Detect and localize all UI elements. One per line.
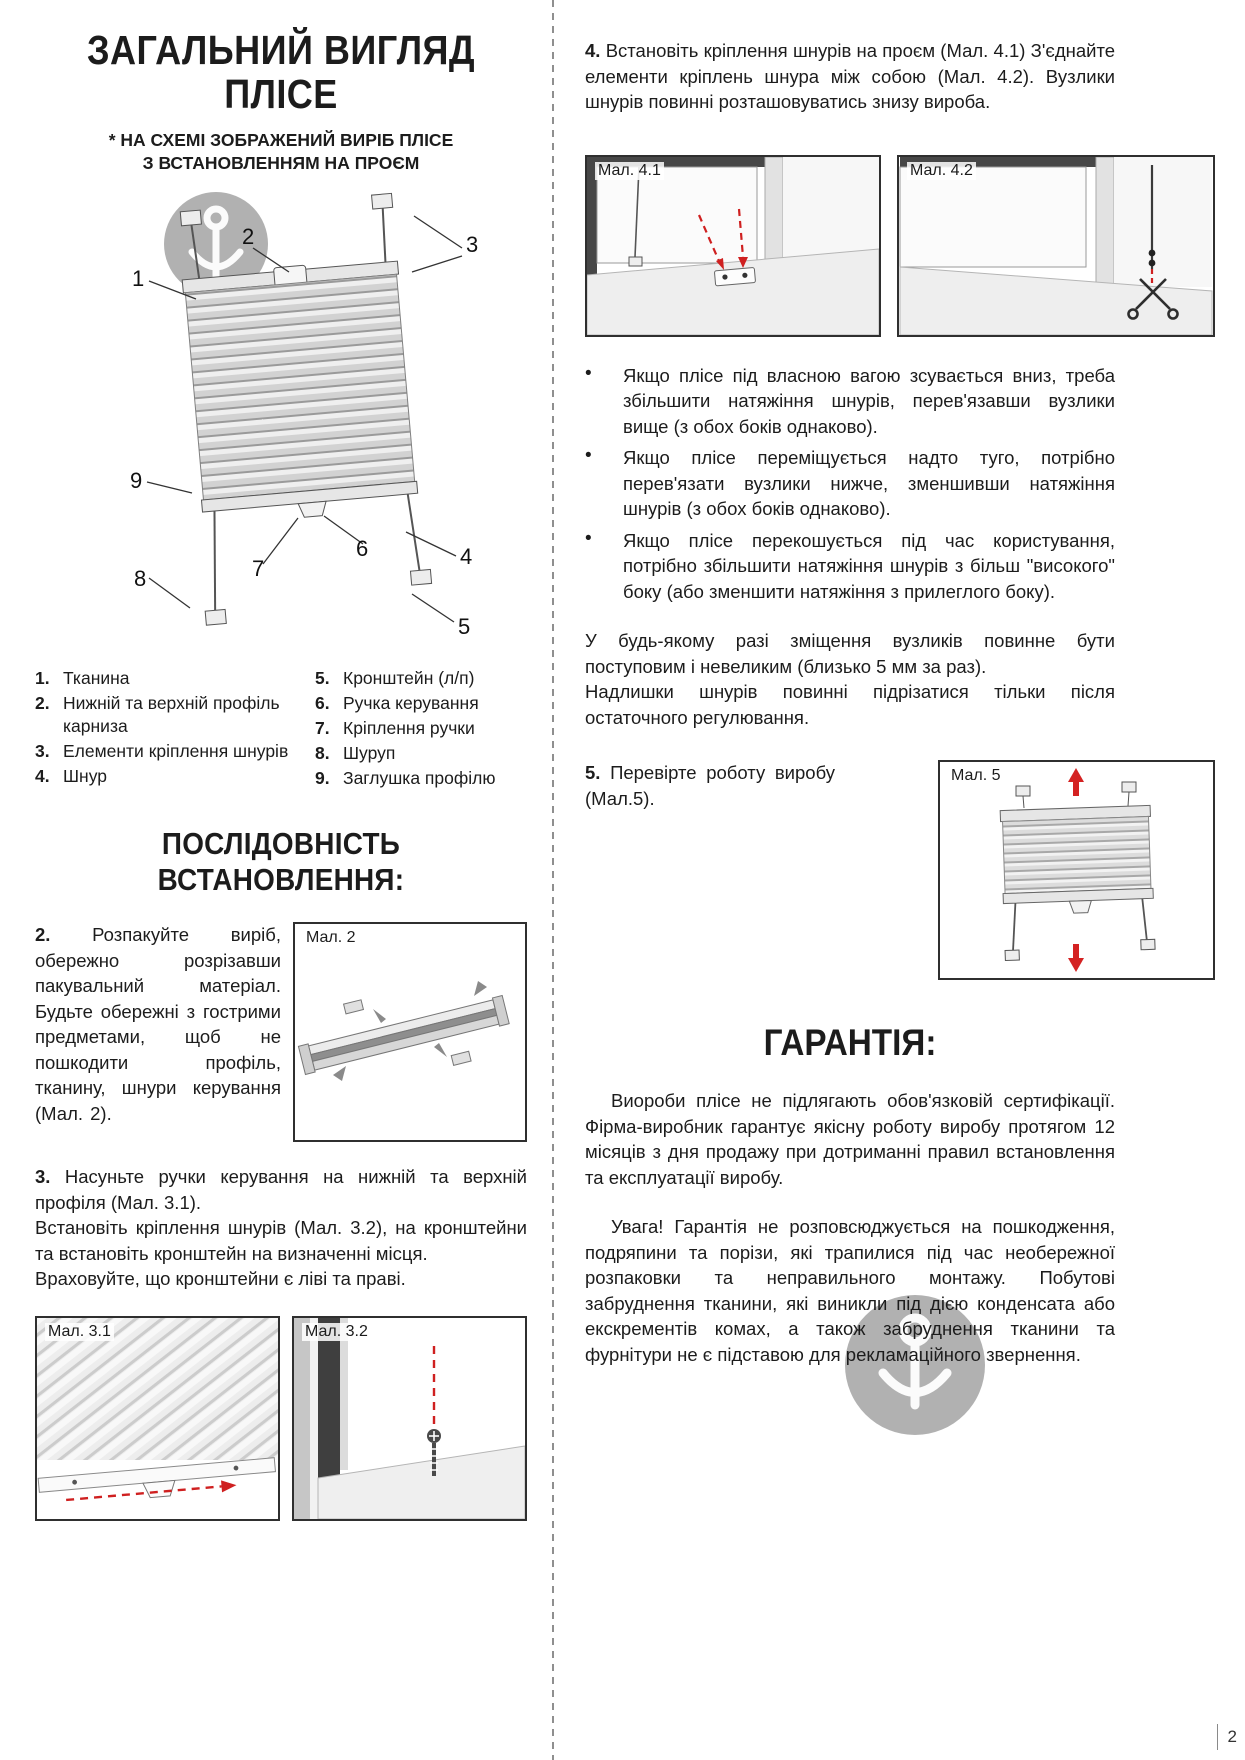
figure-2-label: Мал. 2 bbox=[303, 929, 359, 947]
bullet-marker: • bbox=[585, 362, 592, 384]
step-5-number: 5. bbox=[585, 762, 601, 784]
legend-item bbox=[315, 692, 527, 715]
callout-5: 5 bbox=[458, 613, 471, 639]
bullet-text: Якщо плісе під власною вагою зсувається вниз, треба збільшити натяжіння шнурів, перев'язавши вузлики вище (з обох боків однаково). bbox=[623, 364, 1115, 437]
callout-8: 8 bbox=[134, 565, 147, 591]
figures-4-row bbox=[585, 155, 1215, 337]
adjustment-bullet-list bbox=[585, 363, 1115, 605]
legend-item-text: Ручка керування bbox=[343, 692, 479, 713]
step-5-block bbox=[585, 760, 1215, 980]
page-title-line2: ПЛІСЕ bbox=[224, 71, 338, 118]
legend-item-text: Тканина bbox=[63, 667, 130, 688]
legend-item-text: Кріплення ручки bbox=[343, 717, 475, 738]
legend-item-number: 1. bbox=[35, 667, 50, 688]
callout-3: 3 bbox=[466, 231, 479, 257]
warranty-paragraph-2: Увага! Гарантія не розповсюджується на пошкодження, подряпини та порізи, які трапилися під час необережної розпаковки та неправильного монтажу. Побутові забруднення тканини, які виникли під дією конденсата або екскрементів комах, а також забруднення тканини та фурнітури не є підставою для рекламаційного звернення. bbox=[585, 1216, 1115, 1365]
step-2-number: 2. bbox=[35, 924, 51, 946]
step-4-text: Встановіть кріплення шнурів на проєм (Мал. 4.1) З'єднайте елементи кріплень шнура між собою (Мал. 4.2). Вузлики шнурів повинні розташовуватись знизу вироба. bbox=[585, 40, 1116, 113]
step-3-paragraph bbox=[35, 1164, 527, 1292]
legend-column-1 bbox=[35, 667, 293, 792]
legend-item-text: Нижній та верхній профіль карниза bbox=[63, 692, 280, 736]
figure-4-2 bbox=[897, 155, 1215, 337]
figure-2 bbox=[293, 922, 527, 1142]
figure-3-1-label: Мал. 3.1 bbox=[45, 1323, 114, 1341]
page-subtitle-line1: * НА СХЕМІ ЗОБРАЖЕНИЙ ВИРІБ ПЛІСЕ bbox=[108, 129, 454, 150]
parts-legend bbox=[35, 667, 527, 792]
step-3-line2: Встановіть кріплення шнурів (Мал. 3.2), на кронштейни та встановіть кронштейн на визначенні місця. bbox=[35, 1217, 527, 1264]
legend-item-number: 5. bbox=[315, 667, 330, 688]
legend-item-text: Заглушка профілю bbox=[343, 768, 496, 789]
warranty-section-title: ГАРАНТІЯ: bbox=[763, 1022, 937, 1064]
callout-2: 2 bbox=[242, 223, 255, 249]
page-title bbox=[65, 28, 498, 117]
bullet-text: Якщо плісе перекошується під час користування, потрібно збільшити натяжіння шнурів з більш "високого" боку (або зменшити натяжіння з прилеглого боку). bbox=[623, 529, 1115, 602]
step-4-paragraph bbox=[585, 38, 1115, 115]
figure-4-2-label: Мал. 4.2 bbox=[907, 162, 976, 180]
step-3-line3: Враховуйте, що кронштейни є ліві та праві. bbox=[35, 1268, 406, 1290]
step-3-line1: Насуньте ручки керування на нижній та верхній профіля (Мал. 3.1). bbox=[35, 1166, 527, 1213]
legend-column-2 bbox=[315, 667, 527, 792]
figure-5-label: Мал. 5 bbox=[948, 767, 1004, 785]
note-line2: Надлишки шнурів повинні підрізатися тільки після остаточного регулювання. bbox=[585, 681, 1115, 728]
legend-item-text: Кронштейн (л/п) bbox=[343, 667, 475, 688]
bullet-text: Якщо плісе переміщується надто туго, потрібно перев'язати вузлики нижче, зменшивши натяжіння шнурів (з обох боків однаково). bbox=[623, 447, 1115, 520]
legend-item-number: 3. bbox=[35, 741, 50, 762]
page-subtitle bbox=[35, 129, 527, 176]
figure-4-2-illustration bbox=[899, 157, 1213, 335]
figure-4-1 bbox=[585, 155, 881, 337]
sequence-section-title: ПОСЛІДОВНІСТЬ ВСТАНОВЛЕННЯ: bbox=[157, 826, 405, 898]
bullet-marker: • bbox=[585, 527, 592, 549]
bullet-marker: • bbox=[585, 445, 592, 467]
column-divider bbox=[552, 0, 554, 1760]
callout-4: 4 bbox=[460, 543, 473, 569]
figure-3-2-illustration bbox=[294, 1318, 525, 1519]
figure-3-1-illustration bbox=[37, 1318, 278, 1519]
legend-item-text: Елементи кріплення шнурів bbox=[63, 741, 289, 762]
pleated-blind-diagram-svg bbox=[46, 182, 516, 652]
callout-1: 1 bbox=[132, 265, 145, 291]
step-2-paragraph bbox=[35, 922, 281, 1126]
legend-item-number: 4. bbox=[35, 766, 50, 787]
bullet-item bbox=[585, 445, 1115, 522]
page-number-value: 2 bbox=[1227, 1727, 1237, 1746]
figure-5 bbox=[938, 760, 1215, 980]
figures-3-row bbox=[35, 1316, 527, 1521]
legend-item bbox=[35, 765, 293, 788]
legend-item bbox=[35, 667, 293, 690]
bullet-item bbox=[585, 528, 1115, 605]
figure-3-1 bbox=[35, 1316, 280, 1521]
legend-item bbox=[315, 767, 527, 790]
legend-item bbox=[315, 717, 527, 740]
legend-item-text: Шуруп bbox=[343, 743, 396, 764]
warranty-paragraph-1: Виороби плісе не підлягають обов'язковій сертифікації. Фірма-виробник гарантує якісну роботу виробу протягом 12 місяців з дня продажу при дотриманні правил встановлення та експлуатації виробу. bbox=[585, 1090, 1115, 1188]
legend-item bbox=[315, 742, 527, 765]
adjustment-note bbox=[585, 628, 1115, 730]
step-2-text: Розпакуйте виріб, обережно розрізавши пакувальний матеріал. Будьте обережні з гострими предметами, щоб не пошкодити профіль, тканину, шнури керування (Мал. 2). bbox=[35, 924, 281, 1124]
page-title-line1: ЗАГАЛЬНИЙ ВИГЛЯД bbox=[86, 27, 476, 73]
figure-5-illustration bbox=[940, 762, 1213, 978]
step-3-number: 3. bbox=[35, 1166, 51, 1188]
bullet-item bbox=[585, 363, 1115, 440]
pleated-blind-diagram bbox=[46, 182, 516, 657]
step-5-text: Перевірте роботу виробу (Мал.5). bbox=[585, 762, 836, 809]
note-line1: У будь-якому разі зміщення вузликів повинне бути поступовим і невеликим (близько 5 мм за раз). bbox=[585, 630, 1115, 677]
legend-item bbox=[35, 692, 293, 738]
step-5-paragraph bbox=[585, 760, 835, 980]
left-column bbox=[35, 28, 527, 1521]
step-4-number: 4. bbox=[585, 40, 601, 61]
legend-item-number: 6. bbox=[315, 692, 330, 713]
legend-item-number: 8. bbox=[315, 743, 330, 764]
legend-item-text: Шнур bbox=[63, 766, 107, 787]
figure-3-2-label: Мал. 3.2 bbox=[302, 1323, 371, 1341]
figure-4-1-illustration bbox=[587, 157, 879, 335]
page-subtitle-line2: З ВСТАНОВЛЕННЯМ НА ПРОЄМ bbox=[142, 153, 420, 174]
page-number bbox=[1217, 1724, 1237, 1750]
figure-4-1-label: Мал. 4.1 bbox=[595, 162, 664, 180]
legend-item-number: 9. bbox=[315, 768, 330, 789]
callout-6: 6 bbox=[356, 535, 369, 561]
callout-7: 7 bbox=[252, 555, 265, 581]
legend-item-number: 2. bbox=[35, 692, 50, 713]
right-column bbox=[585, 38, 1215, 1386]
figure-3-2 bbox=[292, 1316, 527, 1521]
legend-item bbox=[35, 740, 293, 763]
callout-9: 9 bbox=[130, 467, 143, 493]
legend-item bbox=[315, 667, 527, 690]
legend-item-number: 7. bbox=[315, 717, 330, 738]
step-2-block bbox=[35, 922, 527, 1142]
figure-2-illustration bbox=[295, 924, 525, 1140]
